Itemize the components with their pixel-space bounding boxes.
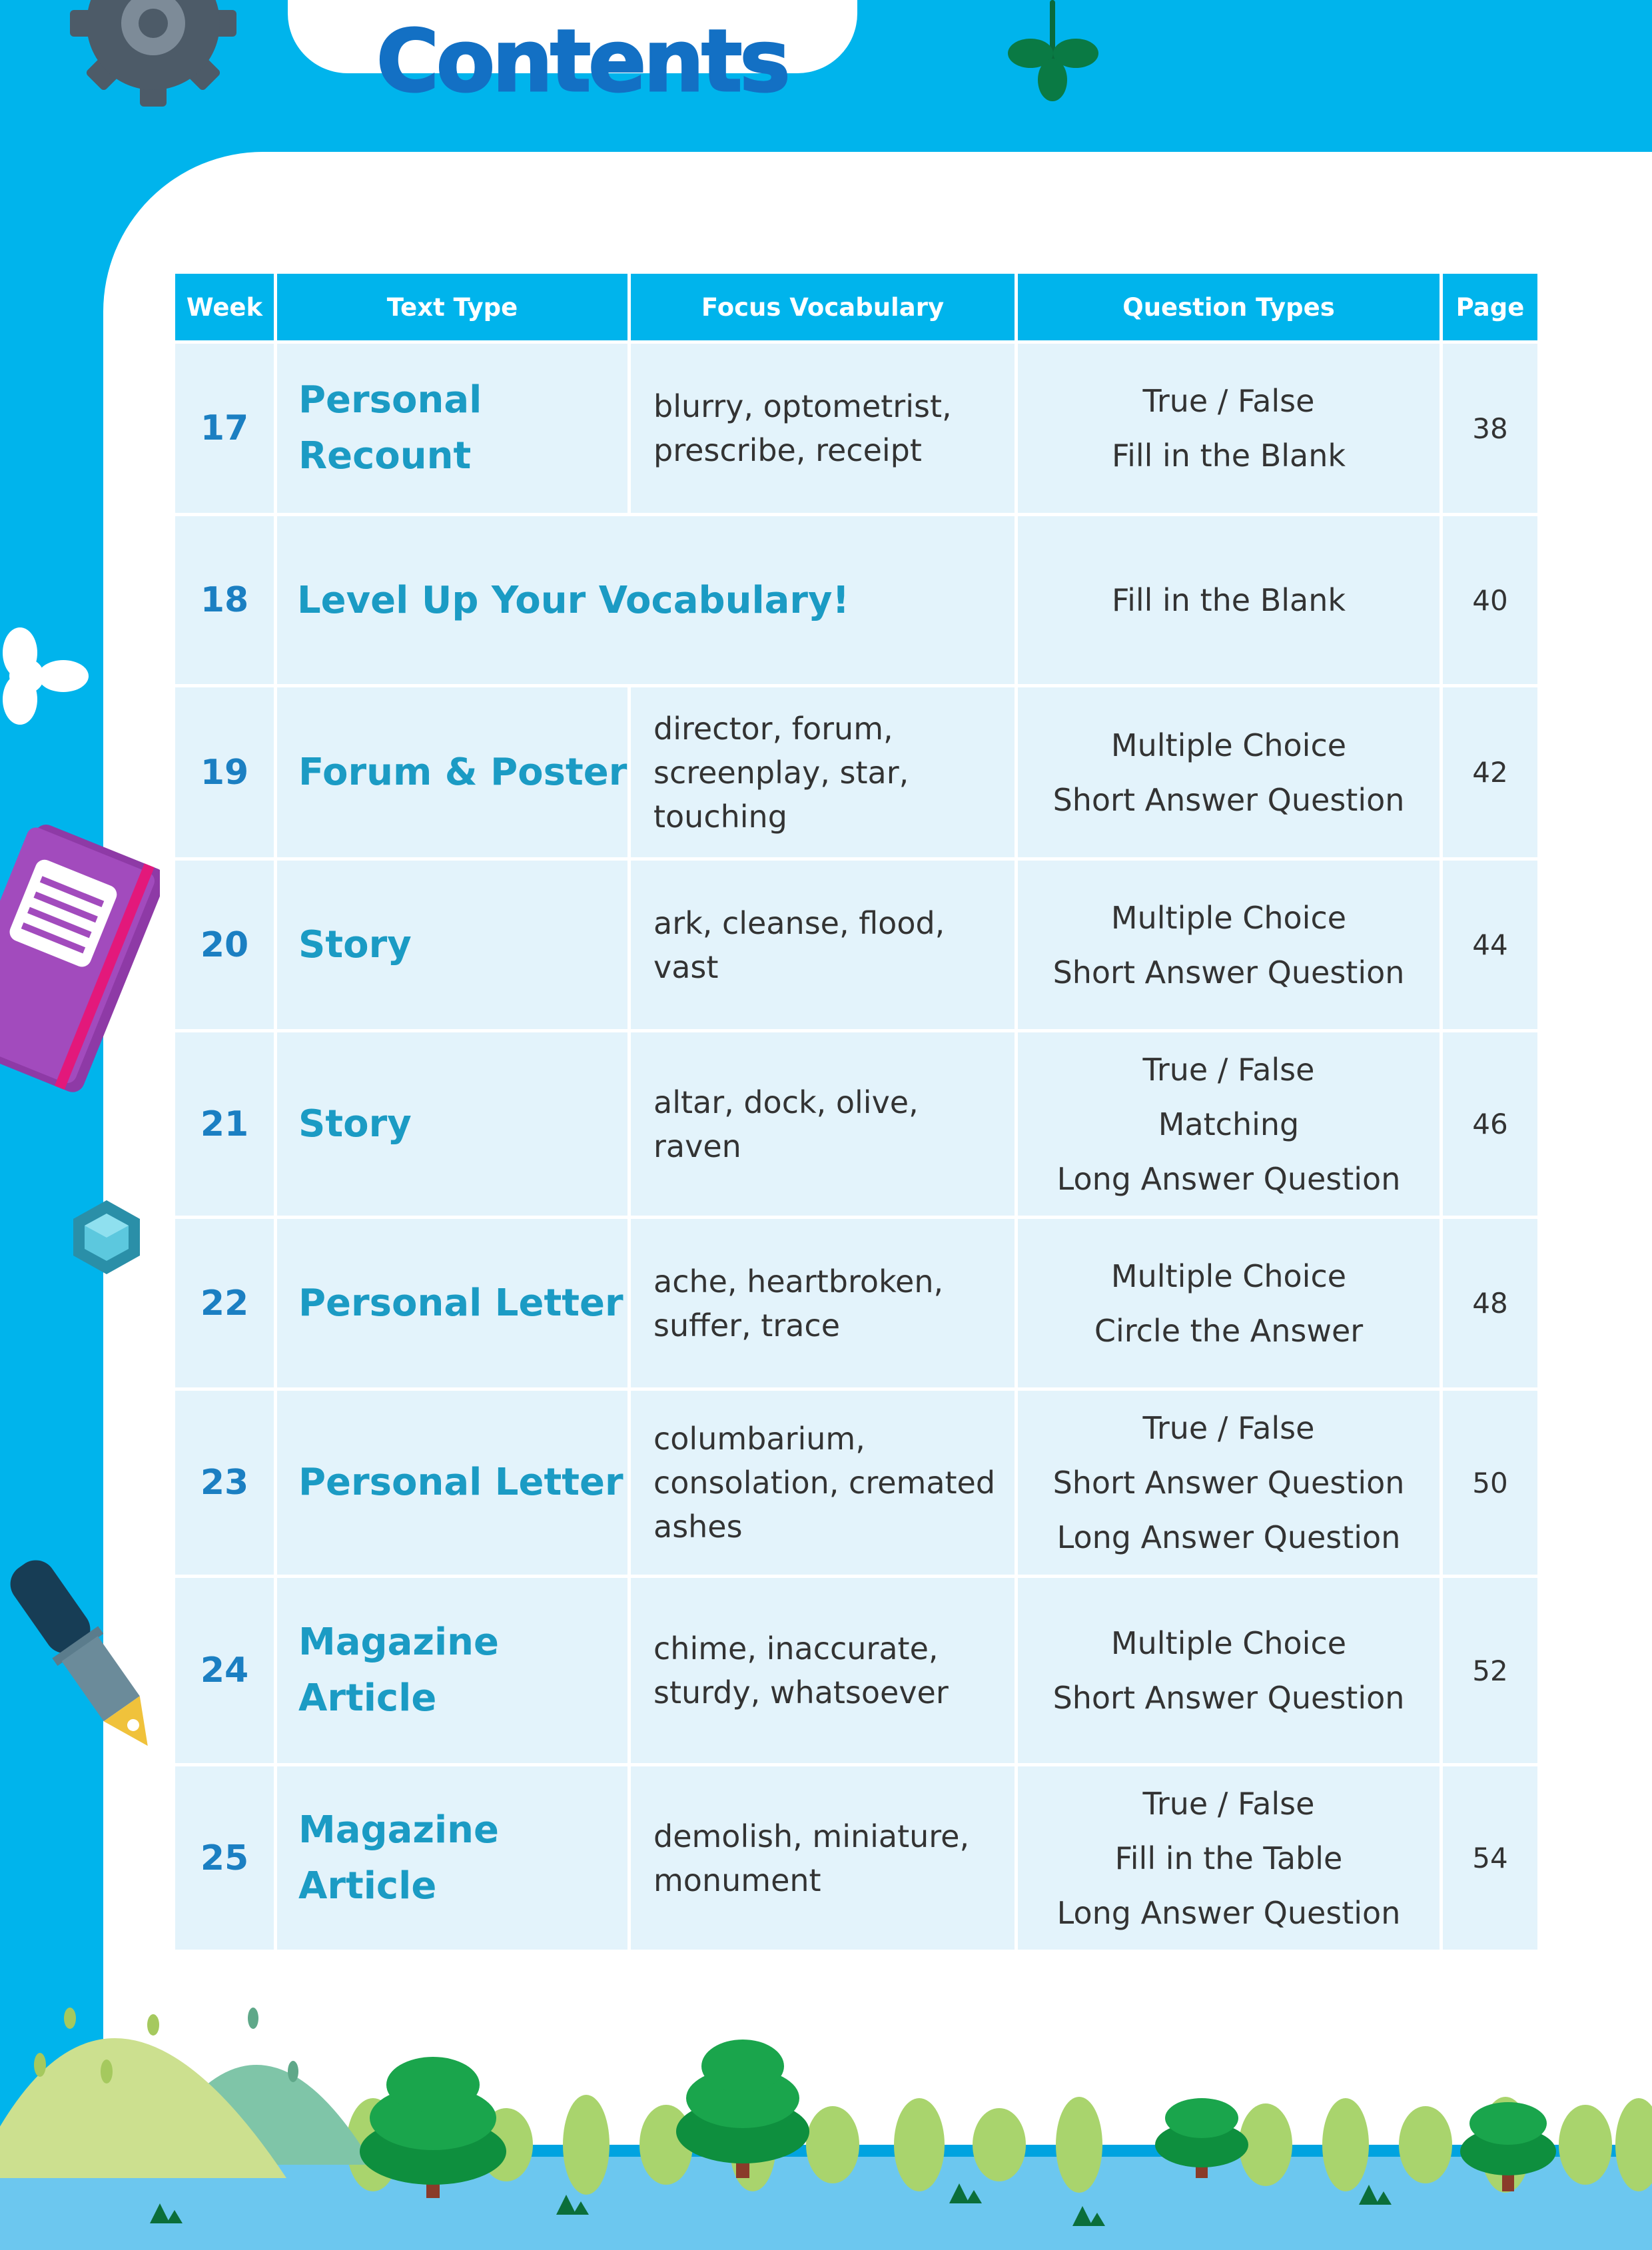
week-number: 18 bbox=[175, 516, 274, 684]
table-header-row bbox=[175, 274, 1537, 340]
focus-vocabulary bbox=[631, 861, 1015, 1029]
table-row bbox=[175, 1032, 1537, 1216]
focus-vocabulary bbox=[631, 1219, 1015, 1387]
vocabulary-line: consolation, cremated bbox=[653, 1465, 996, 1501]
week-number: 19 bbox=[175, 687, 274, 857]
question-type: Matching bbox=[1158, 1106, 1300, 1142]
table-row bbox=[175, 1578, 1537, 1763]
question-types bbox=[1018, 1766, 1440, 1950]
table-row bbox=[175, 687, 1537, 857]
contents-table bbox=[172, 270, 1541, 1953]
week-number: 24 bbox=[175, 1578, 274, 1763]
vocabulary-line: demolish, miniature, bbox=[653, 1818, 970, 1854]
text-type-line: Forum & Poster bbox=[298, 750, 627, 794]
week-number: 20 bbox=[175, 861, 274, 1029]
question-type: True / False bbox=[1142, 1410, 1315, 1446]
week-number: 17 bbox=[175, 344, 274, 513]
text-type bbox=[277, 1391, 627, 1575]
question-type: Circle the Answer bbox=[1094, 1312, 1364, 1349]
question-type: True / False bbox=[1142, 383, 1315, 419]
text-type-line: Article bbox=[298, 1864, 437, 1908]
question-types bbox=[1018, 516, 1440, 684]
level-up-vocabulary-label: Level Up Your Vocabulary! bbox=[277, 516, 1015, 684]
week-number: 21 bbox=[175, 1032, 274, 1216]
question-type: Short Answer Question bbox=[1052, 781, 1405, 818]
vocabulary-line: monument bbox=[653, 1862, 821, 1898]
focus-vocabulary-header: Focus Vocabulary bbox=[631, 274, 1015, 340]
text-type-line: Magazine bbox=[298, 1621, 500, 1664]
table-row bbox=[175, 861, 1537, 1029]
text-type-line: Personal bbox=[298, 378, 482, 422]
text-type bbox=[277, 1766, 627, 1950]
text-type-line: Story bbox=[298, 1102, 412, 1146]
text-type-line: Recount bbox=[298, 434, 472, 478]
question-types bbox=[1018, 1032, 1440, 1216]
page-number: 40 bbox=[1443, 516, 1537, 684]
text-type-line: Personal Letter bbox=[298, 1461, 623, 1504]
vocabulary-line: touching bbox=[653, 798, 787, 835]
question-type: Multiple Choice bbox=[1110, 727, 1347, 763]
vocabulary-line: suffer, trace bbox=[653, 1307, 840, 1343]
focus-vocabulary bbox=[631, 1391, 1015, 1575]
question-type: Long Answer Question bbox=[1056, 1519, 1401, 1555]
focus-vocabulary bbox=[631, 1766, 1015, 1950]
vocabulary-line: director, forum, bbox=[653, 710, 893, 747]
text-type bbox=[277, 1578, 627, 1763]
vocabulary-line: columbarium, bbox=[653, 1421, 865, 1457]
week-number: 25 bbox=[175, 1766, 274, 1950]
focus-vocabulary bbox=[631, 687, 1015, 857]
question-type: Multiple Choice bbox=[1110, 1625, 1347, 1661]
text-type bbox=[277, 861, 627, 1029]
question-type: Fill in the Blank bbox=[1111, 582, 1346, 618]
question-type: Long Answer Question bbox=[1056, 1160, 1401, 1197]
notebook-icon bbox=[0, 813, 160, 1119]
vocabulary-line: sturdy, whatsoever bbox=[653, 1675, 949, 1710]
question-type: Short Answer Question bbox=[1052, 1465, 1405, 1501]
leaf-sprig-icon bbox=[1003, 0, 1102, 107]
week-number: 23 bbox=[175, 1391, 274, 1575]
vocabulary-line: chime, inaccurate, bbox=[653, 1631, 939, 1667]
page-number: 48 bbox=[1443, 1219, 1537, 1387]
vocabulary-line: ache, heartbroken, bbox=[653, 1263, 944, 1300]
table-row bbox=[175, 516, 1537, 684]
week-number: 22 bbox=[175, 1219, 274, 1387]
question-types bbox=[1018, 1391, 1440, 1575]
question-types bbox=[1018, 1219, 1440, 1387]
gem-icon bbox=[70, 1199, 143, 1276]
question-type: True / False bbox=[1142, 1051, 1315, 1088]
flower-icon bbox=[0, 626, 97, 726]
question-type: Fill in the Blank bbox=[1111, 438, 1346, 474]
text-type-line: Personal Letter bbox=[298, 1281, 623, 1325]
text-type bbox=[277, 687, 627, 857]
page-number: 44 bbox=[1443, 861, 1537, 1029]
vocabulary-line: ashes bbox=[653, 1509, 743, 1545]
page-number: 54 bbox=[1443, 1766, 1537, 1950]
focus-vocabulary bbox=[631, 344, 1015, 513]
vocabulary-line: altar, dock, olive, raven bbox=[653, 1084, 919, 1164]
page-title: Contents bbox=[376, 12, 788, 111]
focus-vocabulary bbox=[631, 1578, 1015, 1763]
question-type: Short Answer Question bbox=[1052, 1680, 1405, 1716]
landscape-scene bbox=[0, 1952, 1652, 2250]
vocabulary-line: screenplay, star, bbox=[653, 754, 909, 791]
vocabulary-line: prescribe, receipt bbox=[653, 432, 922, 468]
page-number: 46 bbox=[1443, 1032, 1537, 1216]
question-types bbox=[1018, 344, 1440, 513]
question-type: Fill in the Table bbox=[1114, 1840, 1343, 1876]
table-row bbox=[175, 1219, 1537, 1387]
question-types bbox=[1018, 687, 1440, 857]
text-type-line: Article bbox=[298, 1677, 437, 1720]
text-type-line: Story bbox=[298, 923, 412, 966]
text-type-line: Magazine bbox=[298, 1808, 500, 1852]
question-type: Multiple Choice bbox=[1110, 899, 1347, 936]
page-number: 42 bbox=[1443, 687, 1537, 857]
question-type: Long Answer Question bbox=[1056, 1894, 1401, 1931]
question-types bbox=[1018, 861, 1440, 1029]
page-number: 50 bbox=[1443, 1391, 1537, 1575]
table-row bbox=[175, 344, 1537, 513]
table-row bbox=[175, 1766, 1537, 1950]
table-row bbox=[175, 1391, 1537, 1575]
question-type: Short Answer Question bbox=[1052, 954, 1405, 990]
page-number: 52 bbox=[1443, 1578, 1537, 1763]
focus-vocabulary bbox=[631, 1032, 1015, 1216]
vocabulary-line: ark, cleanse, flood, vast bbox=[653, 905, 945, 985]
week-header: Week bbox=[175, 274, 274, 340]
text-type bbox=[277, 344, 627, 513]
text-type-header: Text Type bbox=[277, 274, 627, 340]
vocabulary-line: blurry, optometrist, bbox=[653, 388, 952, 424]
gear-icon bbox=[53, 0, 253, 113]
question-types-header: Question Types bbox=[1018, 274, 1440, 340]
question-type: True / False bbox=[1142, 1785, 1315, 1822]
text-type bbox=[277, 1219, 627, 1387]
page-header: Page bbox=[1443, 274, 1537, 340]
fountain-pen-icon bbox=[0, 1545, 173, 1772]
page-number: 38 bbox=[1443, 344, 1537, 513]
question-types bbox=[1018, 1578, 1440, 1763]
text-type bbox=[277, 1032, 627, 1216]
question-type: Multiple Choice bbox=[1110, 1258, 1347, 1294]
